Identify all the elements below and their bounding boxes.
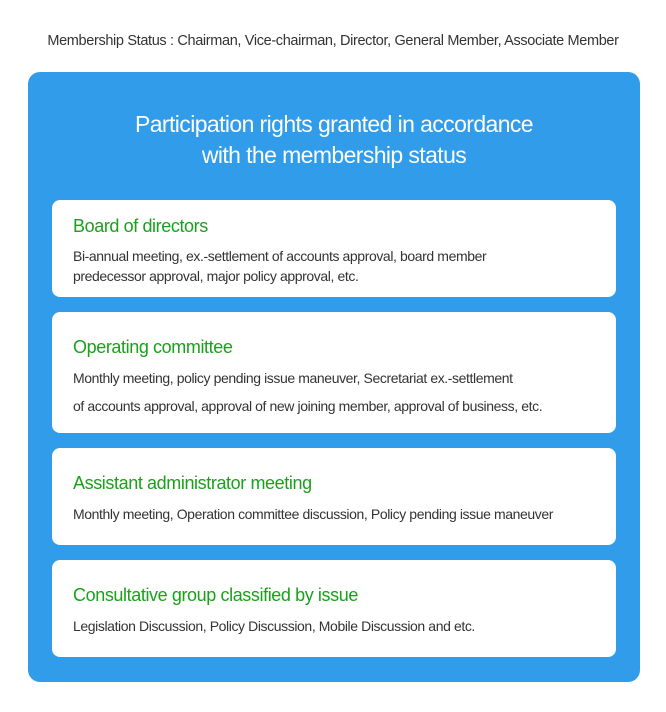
card-operating-committee [52, 312, 616, 433]
card-description-line-1: Monthly meeting, Operation committee discussion, Policy pending issue maneuver [73, 506, 554, 522]
panel-title [28, 109, 640, 171]
participation-rights-panel [28, 72, 640, 682]
card-title: Board of directors [73, 216, 208, 236]
card-description-line-1: Bi-annual meeting, ex.-settlement of accounts approval, board member [73, 248, 487, 264]
card-description-line-2: of accounts approval, approval of new joining member, approval of business, etc. [73, 398, 543, 414]
card-consultative-group [52, 560, 616, 657]
card-title: Operating committee [73, 337, 233, 357]
membership-status-text: Membership Status : Chairman, Vice-chairman, Director, General Member, Associate Member [47, 33, 619, 49]
card-board-of-directors [52, 200, 616, 297]
card-assistant-administrator-meeting [52, 448, 616, 545]
panel-title-line-1: Participation rights granted in accordance [135, 111, 533, 137]
card-description-line-2: predecessor approval, major policy approval, etc. [73, 268, 359, 284]
card-title: Consultative group classified by issue [73, 585, 358, 605]
card-title: Assistant administrator meeting [73, 473, 312, 493]
card-description-line-1: Legislation Discussion, Policy Discussion, Mobile Discussion and etc. [73, 618, 475, 634]
card-description-line-1: Monthly meeting, policy pending issue maneuver, Secretariat ex.-settlement [73, 370, 513, 386]
panel-title-line-2: with the membership status [201, 142, 467, 168]
